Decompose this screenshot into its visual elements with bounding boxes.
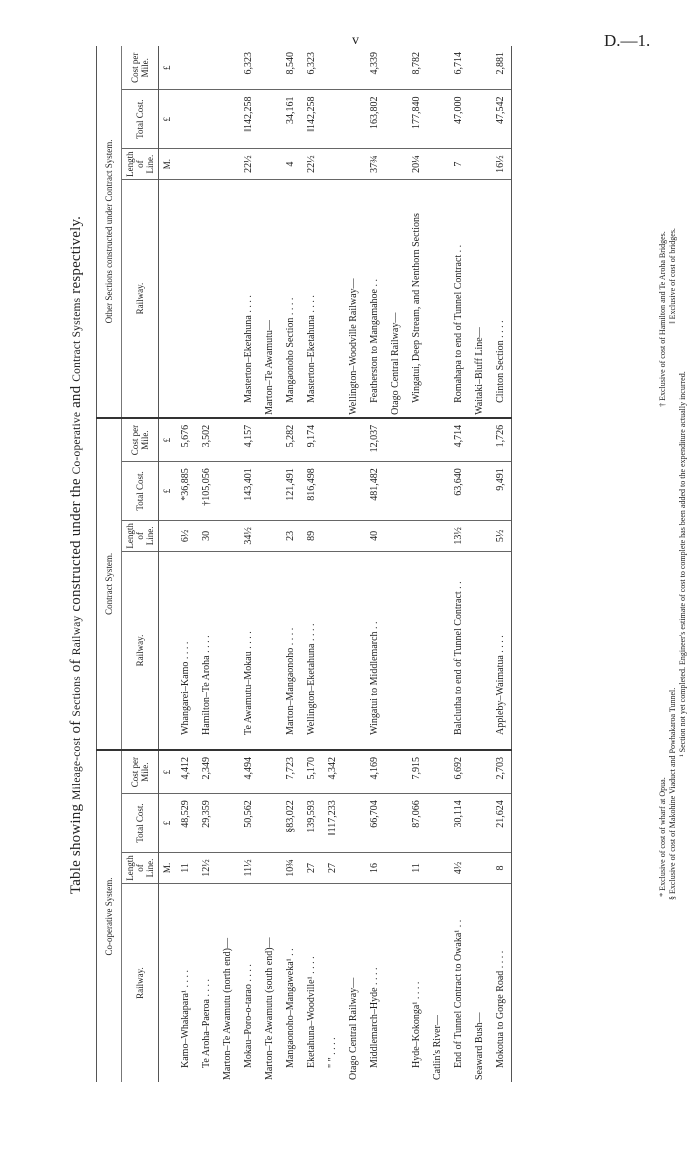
cell-contract-len: 5½ xyxy=(490,520,512,551)
cell-coop-rail: Catlin's River— xyxy=(432,1015,443,1080)
cell-coop-cpm: 4,412 xyxy=(175,750,196,794)
cell-contract-len xyxy=(343,520,364,551)
col-total: Total Cost. xyxy=(122,90,159,148)
cell-other-total: 177,840 xyxy=(406,90,427,148)
cell-other-total xyxy=(259,90,280,148)
unit-pound: £ xyxy=(159,794,176,852)
col-railway: Railway. xyxy=(122,884,159,1082)
rotated-table-area xyxy=(68,20,688,1100)
cell-coop-total xyxy=(217,794,238,852)
cell-other-len xyxy=(259,148,280,179)
cell-other-total: 47,000 xyxy=(448,90,469,148)
cell-other-len: 20¼ xyxy=(406,148,427,179)
cell-other-rail xyxy=(322,180,343,418)
cell-contract-cpm xyxy=(385,418,406,462)
cell-other-cpm xyxy=(469,46,490,90)
cell-contract-total: *36,885 xyxy=(175,462,196,520)
cell-contract-rail xyxy=(406,552,427,750)
cell-other-cpm: 8,782 xyxy=(406,46,427,90)
cell-coop-cpm xyxy=(427,750,448,794)
unit-pound: £ xyxy=(159,90,176,148)
cell-other-cpm: 6,323 xyxy=(301,46,322,90)
unit-pound: £ xyxy=(159,462,176,520)
cell-other-cpm xyxy=(385,46,406,90)
cell-other-cpm xyxy=(175,46,196,90)
cell-other-cpm: 6,714 xyxy=(448,46,469,90)
cell-other-rail: Wellington–Woodville Railway— xyxy=(343,180,364,418)
cell-contract-cpm xyxy=(406,418,427,462)
cell-contract-total: 481,482 xyxy=(364,462,385,520)
cell-other-rail xyxy=(175,180,196,418)
cell-other-rail: Masterton–Eketahuna . . . . xyxy=(301,180,322,418)
cell-other-len: 37¾ xyxy=(364,148,385,179)
cell-other-rail: Wingatui, Deep Stream, and Nenthorn Sections xyxy=(406,180,427,418)
cell-other-len xyxy=(385,148,406,179)
col-length: Length of Line. xyxy=(122,148,159,179)
cell-other-total xyxy=(385,90,406,148)
cell-contract-rail: Te Awamutu–Mokau . . . . xyxy=(238,552,259,750)
cell-coop-rail: " " . . . . xyxy=(327,1037,338,1068)
cell-contract-cpm xyxy=(259,418,280,462)
cell-other-len xyxy=(196,148,217,179)
group-header-cooperative: Co-operative System. xyxy=(97,750,122,1082)
cell-coop-len xyxy=(259,852,280,883)
cell-coop-total xyxy=(469,794,490,852)
cell-coop-cpm: 7,723 xyxy=(280,750,301,794)
cell-contract-len xyxy=(217,520,238,551)
cell-coop-len xyxy=(427,852,448,883)
cell-contract-len xyxy=(406,520,427,551)
cell-other-len: 16½ xyxy=(490,148,512,179)
cell-contract-rail: Marton–Mangaonoho . . . . xyxy=(280,552,301,750)
col-length: Length of Line. xyxy=(122,520,159,551)
cell-contract-len xyxy=(469,520,490,551)
cell-other-cpm: 2,881 xyxy=(490,46,512,90)
cell-other-cpm: 6,323 xyxy=(238,46,259,90)
cell-contract-total: †105,056 xyxy=(196,462,217,520)
table-row xyxy=(196,46,217,1082)
table-title: Table showing Mileage-cost of Sections of Railway constructed under the Co-operative and Contract Systems respectively. xyxy=(68,215,84,895)
cell-other-cpm xyxy=(427,46,448,90)
cell-other-total: ‖142,258 xyxy=(301,90,322,148)
cell-other-rail: Romahapa to end of Tunnel Contract . . xyxy=(448,180,469,418)
cell-contract-total xyxy=(427,462,448,520)
cell-coop-total xyxy=(385,794,406,852)
cell-contract-cpm xyxy=(217,418,238,462)
cell-other-cpm xyxy=(259,46,280,90)
cell-other-len: 22½ xyxy=(301,148,322,179)
unit-pound: £ xyxy=(159,46,176,90)
cell-contract-total xyxy=(406,462,427,520)
cell-coop-cpm: 4,169 xyxy=(364,750,385,794)
cell-contract-len: 40 xyxy=(364,520,385,551)
col-railway: Railway. xyxy=(122,180,159,418)
cell-coop-cpm: 4,494 xyxy=(238,750,259,794)
cell-coop-total: ‖117,233 xyxy=(322,794,343,852)
cell-contract-cpm xyxy=(343,418,364,462)
cell-contract-cpm xyxy=(322,418,343,462)
cell-contract-len xyxy=(385,520,406,551)
cell-coop-total: 29,359 xyxy=(196,794,217,852)
cell-other-rail xyxy=(196,180,217,418)
cell-other-rail xyxy=(427,180,448,418)
col-cost-per-mile: Cost per Mile. xyxy=(122,750,159,794)
cell-other-len xyxy=(175,148,196,179)
cell-coop-total: 21,624 xyxy=(490,794,512,852)
cell-coop-rail: Kamo–Whakapara¹ . . . . xyxy=(180,970,191,1068)
cell-coop-len: 11 xyxy=(175,852,196,883)
cell-contract-total: 63,640 xyxy=(448,462,469,520)
footnote-dagger: † Exclusive of cost of Hamilton and Te Aroha Bridges. xyxy=(658,231,667,407)
cell-coop-cpm xyxy=(385,750,406,794)
cell-other-rail: Featherston to Mangamahoe . . xyxy=(364,180,385,418)
cell-coop-rail: Te Aroha–Paeroa . . . . xyxy=(201,979,212,1068)
cell-contract-cpm: 3,502 xyxy=(196,418,217,462)
table-row xyxy=(490,46,512,1082)
page-number: v xyxy=(352,33,359,48)
cell-coop-rail: Marton–Te Awamutu (south end)— xyxy=(264,937,275,1080)
cell-contract-rail: Wellington–Eketahuna . . . . xyxy=(301,552,322,750)
cell-contract-rail xyxy=(427,552,448,750)
footnote-section: § Exclusive of cost of Makohine Viaduct and Powhakaroa Tunnel. xyxy=(668,687,677,900)
cell-coop-cpm xyxy=(217,750,238,794)
cell-contract-cpm: 5,282 xyxy=(280,418,301,462)
cell-contract-cpm: 5,676 xyxy=(175,418,196,462)
footnote-parallel: ‖ Exclusive of cost of bridges. xyxy=(668,228,677,324)
cell-coop-len: 27 xyxy=(301,852,322,883)
col-cost-per-mile: Cost per Mile. xyxy=(122,418,159,462)
table-row xyxy=(301,46,322,1082)
cell-coop-cpm: 2,703 xyxy=(490,750,512,794)
cell-contract-rail xyxy=(259,552,280,750)
cell-coop-total: 48,529 xyxy=(175,794,196,852)
cell-contract-len: 6½ xyxy=(175,520,196,551)
cell-coop-len xyxy=(385,852,406,883)
cell-contract-cpm: 12,037 xyxy=(364,418,385,462)
cell-contract-len xyxy=(427,520,448,551)
cell-contract-cpm: 4,157 xyxy=(238,418,259,462)
cell-coop-total: §83,022 xyxy=(280,794,301,852)
table-row xyxy=(175,46,196,1082)
col-railway: Railway. xyxy=(122,552,159,750)
cell-contract-total xyxy=(217,462,238,520)
cell-coop-cpm xyxy=(469,750,490,794)
cell-coop-len xyxy=(217,852,238,883)
cell-contract-rail xyxy=(322,552,343,750)
col-total: Total Cost. xyxy=(122,462,159,520)
cell-other-rail: Marton–Te Awamutu— xyxy=(259,180,280,418)
cell-other-total xyxy=(217,90,238,148)
cell-coop-rail: Hyde–Kokonga¹ . . . . xyxy=(411,981,422,1068)
table-row xyxy=(259,46,280,1082)
cell-contract-total xyxy=(385,462,406,520)
cell-contract-total xyxy=(469,462,490,520)
cell-other-len xyxy=(322,148,343,179)
cell-coop-total: 66,704 xyxy=(364,794,385,852)
cell-contract-rail xyxy=(217,552,238,750)
cell-other-cpm xyxy=(322,46,343,90)
cell-coop-len: 16 xyxy=(364,852,385,883)
cell-coop-rail: End of Tunnel Contract to Owaka¹ . . xyxy=(453,919,464,1068)
cell-contract-cpm xyxy=(427,418,448,462)
unit-pound: £ xyxy=(159,418,176,462)
col-total: Total Cost. xyxy=(122,794,159,852)
cell-other-rail: Masterton–Eketahuna . . . . xyxy=(238,180,259,418)
cell-other-total xyxy=(427,90,448,148)
cell-other-cpm xyxy=(343,46,364,90)
cell-coop-len: 12½ xyxy=(196,852,217,883)
cell-other-len xyxy=(343,148,364,179)
unit-miles: M. xyxy=(159,852,176,883)
table-row xyxy=(322,46,343,1082)
cell-other-total: ‖142,258 xyxy=(238,90,259,148)
cell-contract-cpm xyxy=(469,418,490,462)
cell-coop-cpm xyxy=(343,750,364,794)
cell-contract-rail: Hamilton–Te Aroha . . . . xyxy=(196,552,217,750)
cell-other-len: 7 xyxy=(448,148,469,179)
table-row xyxy=(427,46,448,1082)
footnote-one: ¹ Section not yet completed. Engineer's estimate of cost to complete has been added to the expenditure actually incurred. xyxy=(678,371,687,757)
unit-miles: M. xyxy=(159,148,176,179)
cell-other-total xyxy=(469,90,490,148)
cell-contract-rail xyxy=(469,552,490,750)
cell-coop-len: 11 xyxy=(406,852,427,883)
cell-other-cpm xyxy=(196,46,217,90)
cell-contract-total xyxy=(322,462,343,520)
cell-other-rail: Mangaonoho Section . . . . xyxy=(280,180,301,418)
cell-coop-total: 139,593 xyxy=(301,794,322,852)
cell-coop-cpm: 6,692 xyxy=(448,750,469,794)
cell-coop-rail: Eketahuna–Woodville¹ . . . . xyxy=(306,956,317,1068)
cell-contract-rail: Wingatui to Middlemarch . . xyxy=(364,552,385,750)
cell-coop-rail: Middlemarch–Hyde . . . . xyxy=(369,967,380,1068)
cell-coop-cpm: 7,915 xyxy=(406,750,427,794)
cell-coop-len: 10¾ xyxy=(280,852,301,883)
table-row xyxy=(406,46,427,1082)
cell-other-len: 22½ xyxy=(238,148,259,179)
document-reference: D.—1. xyxy=(604,31,651,50)
col-cost-per-mile: Cost per Mile. xyxy=(122,46,159,90)
cell-coop-len: 4½ xyxy=(448,852,469,883)
cell-other-rail: Clinton Section . . . . xyxy=(490,180,512,418)
cell-coop-len xyxy=(469,852,490,883)
cell-coop-cpm: 2,349 xyxy=(196,750,217,794)
table-row xyxy=(469,46,490,1082)
cell-contract-total: 9,491 xyxy=(490,462,512,520)
cell-contract-len: 30 xyxy=(196,520,217,551)
cell-coop-len: 11½ xyxy=(238,852,259,883)
cell-coop-rail: Seaward Bush— xyxy=(474,1012,485,1080)
cell-coop-rail: Mokotua to Gorge Road . . . . xyxy=(490,884,512,1082)
cell-other-total xyxy=(196,90,217,148)
cell-other-total: 163,802 xyxy=(364,90,385,148)
cell-coop-len: 27 xyxy=(322,852,343,883)
cell-contract-total xyxy=(259,462,280,520)
cell-contract-len xyxy=(259,520,280,551)
unit-pound: £ xyxy=(159,750,176,794)
cell-coop-total xyxy=(343,794,364,852)
cell-coop-total: 30,114 xyxy=(448,794,469,852)
table-row xyxy=(448,46,469,1082)
cell-contract-total: 121,491 xyxy=(280,462,301,520)
table-row xyxy=(343,46,364,1082)
cell-coop-cpm: 5,170 xyxy=(301,750,322,794)
cell-other-len xyxy=(469,148,490,179)
cell-contract-rail xyxy=(343,552,364,750)
cell-contract-rail xyxy=(385,552,406,750)
group-header-contract: Contract System. xyxy=(97,418,122,750)
cell-coop-rail: Otago Central Railway— xyxy=(348,977,359,1080)
cell-coop-rail: Mangaonoho–Mangaweka¹ . . xyxy=(285,948,296,1068)
cell-other-len xyxy=(217,148,238,179)
cell-other-len xyxy=(427,148,448,179)
cell-other-total xyxy=(322,90,343,148)
cell-coop-total: 50,562 xyxy=(238,794,259,852)
table-row xyxy=(364,46,385,1082)
cell-other-cpm xyxy=(217,46,238,90)
cell-other-rail: Otago Central Railway— xyxy=(385,180,406,418)
cell-other-total xyxy=(343,90,364,148)
cell-coop-len xyxy=(343,852,364,883)
cell-contract-total xyxy=(343,462,364,520)
cell-coop-len: 8 xyxy=(490,852,512,883)
cell-other-cpm: 4,339 xyxy=(364,46,385,90)
cell-contract-rail: Appleby–Waimatua . . . . xyxy=(490,552,512,750)
cell-other-rail xyxy=(217,180,238,418)
cell-contract-total: 143,401 xyxy=(238,462,259,520)
mileage-cost-table xyxy=(96,46,512,1082)
table-row xyxy=(217,46,238,1082)
table-row xyxy=(280,46,301,1082)
cell-contract-cpm: 1,726 xyxy=(490,418,512,462)
cell-coop-rail: Marton–Te Awamutu (north end)— xyxy=(222,938,233,1080)
cell-coop-total xyxy=(259,794,280,852)
cell-contract-len xyxy=(322,520,343,551)
cell-contract-len: 23 xyxy=(280,520,301,551)
footnotes xyxy=(658,46,688,1082)
cell-contract-len: 34½ xyxy=(238,520,259,551)
cell-contract-len: 13½ xyxy=(448,520,469,551)
cell-coop-cpm: 4,342 xyxy=(322,750,343,794)
cell-coop-rail: Mokau–Poro-o-tarao . . . . xyxy=(243,964,254,1068)
cell-contract-rail: Whangarei–Kamo . . . . xyxy=(175,552,196,750)
cell-contract-rail: Balclutha to end of Tunnel Contract . . xyxy=(448,552,469,750)
cell-contract-cpm: 9,174 xyxy=(301,418,322,462)
cell-other-rail: Waitaki–Bluff Line— xyxy=(469,180,490,418)
cell-other-len: 4 xyxy=(280,148,301,179)
cell-contract-total: 816,498 xyxy=(301,462,322,520)
cell-other-total: 47,542 xyxy=(490,90,512,148)
cell-contract-len: 89 xyxy=(301,520,322,551)
table-row xyxy=(238,46,259,1082)
cell-coop-total: 87,066 xyxy=(406,794,427,852)
col-length: Length of Line. xyxy=(122,852,159,883)
group-header-other: Other Sections constructed under Contract System. xyxy=(97,46,122,418)
cell-coop-total xyxy=(427,794,448,852)
cell-other-cpm: 8,540 xyxy=(280,46,301,90)
cell-contract-cpm: 4,714 xyxy=(448,418,469,462)
cell-other-total: 34,161 xyxy=(280,90,301,148)
footnote-star: * Exclusive of cost of wharf at Opua. xyxy=(658,777,667,897)
cell-coop-cpm xyxy=(259,750,280,794)
table-row xyxy=(385,46,406,1082)
cell-other-total xyxy=(175,90,196,148)
cell-coop-rail xyxy=(385,884,406,1082)
